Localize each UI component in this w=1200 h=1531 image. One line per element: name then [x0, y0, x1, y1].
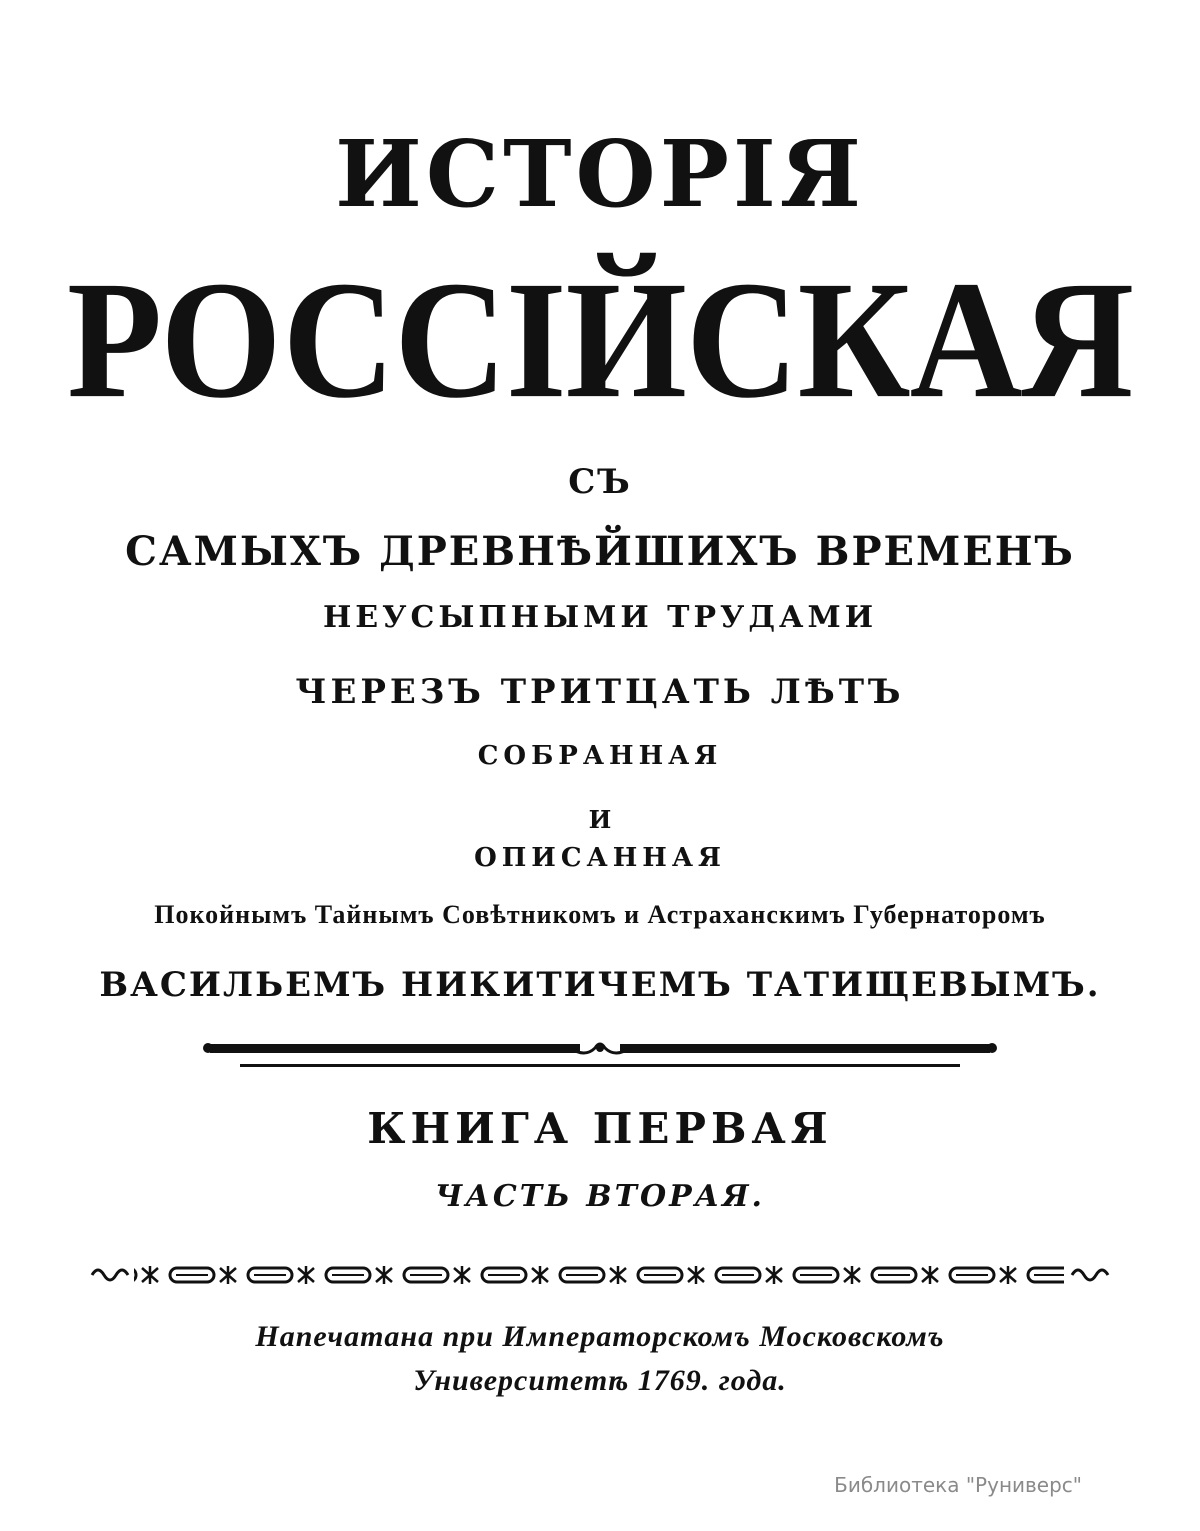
- subtitle-line-7: Покойнымъ Тайнымъ Совѣтникомъ и Астраханскимъ Губернаторомъ: [154, 900, 1046, 929]
- subtitle-line-1: САМЫХЪ ДРЕВНѢЙШИХЪ ВРЕМЕНЪ: [125, 528, 1075, 575]
- author-name: ВАСИЛЬЕМЪ НИКИТИЧЕМЪ ТАТИЩЕВЫМЪ.: [99, 965, 1101, 1005]
- subtitle-line-6: ОПИСАННАЯ: [474, 843, 726, 873]
- part-label: ЧАСТЬ ВТОРАЯ.: [435, 1179, 765, 1214]
- imprint-line-2: Университетѣ 1769. года.: [413, 1364, 787, 1397]
- subtitle-line-2: НЕУСЫПНЫМИ ТРУДАМИ: [322, 600, 878, 635]
- subtitle-line-4: СОБРАННАЯ: [477, 741, 723, 771]
- title-line-1: ИСТОРІЯ: [334, 120, 866, 228]
- title-line-2: РОССІЙСКАЯ: [66, 246, 1134, 433]
- imprint-line-1: Напечатана при Императорскомъ Московскомъ: [255, 1320, 945, 1353]
- decorative-border: [88, 1258, 1112, 1292]
- subtitle-s: СЪ: [568, 462, 632, 502]
- subtitle-line-3: ЧЕРЕЗЪ ТРИТЦАТЬ ЛѢТЪ: [295, 672, 905, 712]
- ornamental-rule: [200, 1036, 1000, 1076]
- subtitle-line-5: И: [588, 805, 612, 834]
- book-label: КНИГА ПЕРВАЯ: [367, 1104, 833, 1153]
- library-watermark: Библиотека "Руниверс": [834, 1473, 1082, 1497]
